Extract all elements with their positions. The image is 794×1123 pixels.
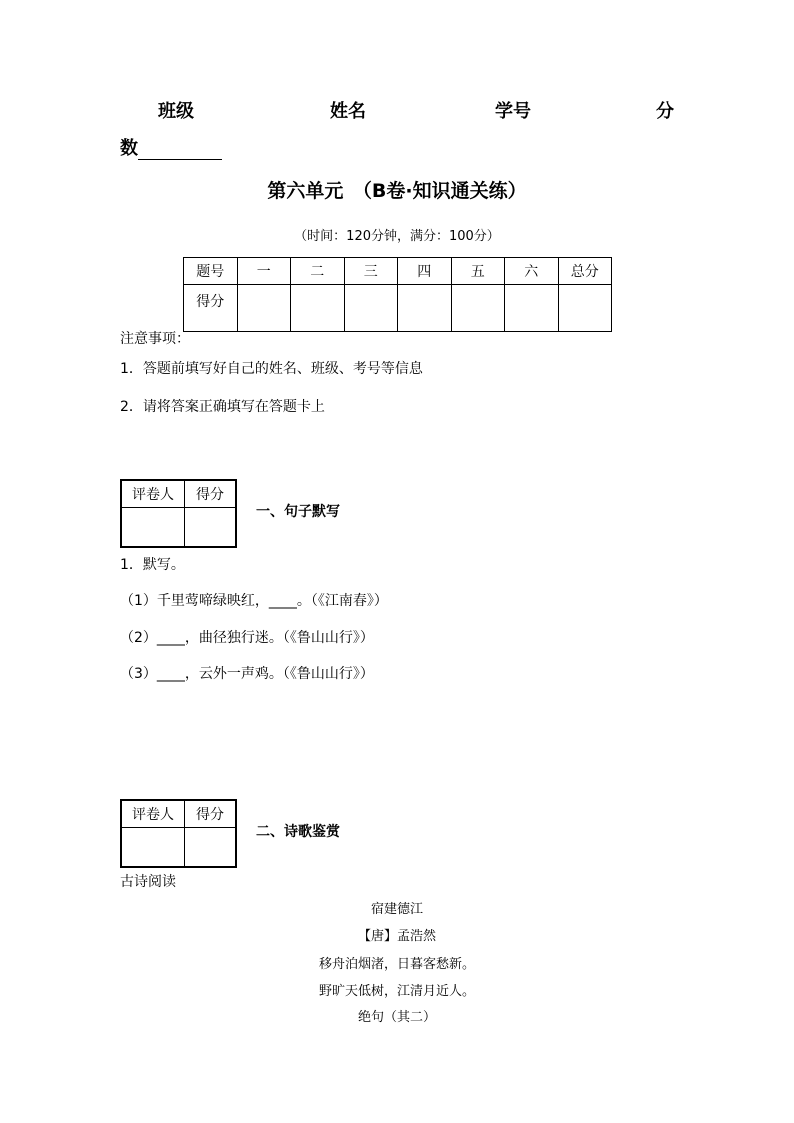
score-table-score-row xyxy=(184,285,612,332)
question-1-prompt: 1．默写。 xyxy=(120,557,185,573)
score-input-cell[interactable] xyxy=(344,285,398,332)
class-label: 班级 xyxy=(158,101,194,122)
score-header-cell: 三 xyxy=(344,258,398,285)
score-input-cell[interactable] xyxy=(558,285,612,332)
grader-label: 评卷人 xyxy=(121,800,185,828)
score-input-cell[interactable] xyxy=(237,285,291,332)
question-item: （1）千里莺啼绿映红，____。（《江南春》） xyxy=(120,593,388,609)
section-2-title: 二、诗歌鉴赏 xyxy=(256,824,340,840)
score-row-label: 得分 xyxy=(184,285,238,332)
section-1-title: 一、句子默写 xyxy=(256,504,340,520)
score-header-cell: 五 xyxy=(451,258,505,285)
score-label-part1: 分 xyxy=(656,101,674,122)
score-header-cell: 六 xyxy=(505,258,559,285)
score-header-cell: 四 xyxy=(398,258,452,285)
exam-time-info: （时间：120分钟，满分：100分） xyxy=(294,229,500,244)
name-label: 姓名 xyxy=(330,101,366,122)
score-header-cell: 一 xyxy=(237,258,291,285)
grader-score-input-cell[interactable] xyxy=(185,828,237,868)
poem-line: 野旷天低树，江清月近人。 xyxy=(318,984,475,999)
score-label-line xyxy=(120,134,222,160)
grader-score-label: 得分 xyxy=(185,480,237,508)
poem-line: 移舟泊烟渚，日暮客愁新。 xyxy=(318,957,475,972)
grader-label: 评卷人 xyxy=(121,480,185,508)
note-item: 1．答题前填写好自己的姓名、班级、考号等信息 xyxy=(120,361,423,377)
score-input-cell[interactable] xyxy=(398,285,452,332)
grader-input-cell[interactable] xyxy=(121,828,185,868)
score-header-cell: 二 xyxy=(291,258,345,285)
question-item: （3）____，云外一声鸡。（《鲁山山行》） xyxy=(120,666,374,682)
score-field[interactable] xyxy=(138,139,222,160)
score-input-cell[interactable] xyxy=(451,285,505,332)
poem-author: 【唐】孟浩然 xyxy=(357,929,436,944)
grader-input-cell[interactable] xyxy=(121,508,185,548)
note-item: 2．请将答案正确填写在答题卡上 xyxy=(120,399,325,415)
score-table-header-row xyxy=(184,258,612,285)
grader-box xyxy=(120,479,237,548)
question-item: （2）____，曲径独行迷。（《鲁山山行》） xyxy=(120,630,374,646)
section-2-intro: 古诗阅读 xyxy=(120,874,176,890)
score-header-cell: 题号 xyxy=(184,258,238,285)
poem-2-title: 绝句（其二） xyxy=(357,1010,436,1025)
poem-title: 宿建德江 xyxy=(370,902,423,917)
grader-score-label: 得分 xyxy=(185,800,237,828)
grader-score-input-cell[interactable] xyxy=(185,508,237,548)
score-header-cell: 总分 xyxy=(558,258,612,285)
score-input-cell[interactable] xyxy=(291,285,345,332)
page-title: 第六单元 （B卷·知识通关练） xyxy=(267,180,527,202)
score-table xyxy=(183,257,612,332)
notes-heading: 注意事项： xyxy=(120,331,190,347)
student-info-line xyxy=(0,97,794,123)
score-label-part2: 数 xyxy=(120,138,138,159)
student-id-label: 学号 xyxy=(495,101,531,122)
score-input-cell[interactable] xyxy=(505,285,559,332)
grader-box xyxy=(120,799,237,868)
